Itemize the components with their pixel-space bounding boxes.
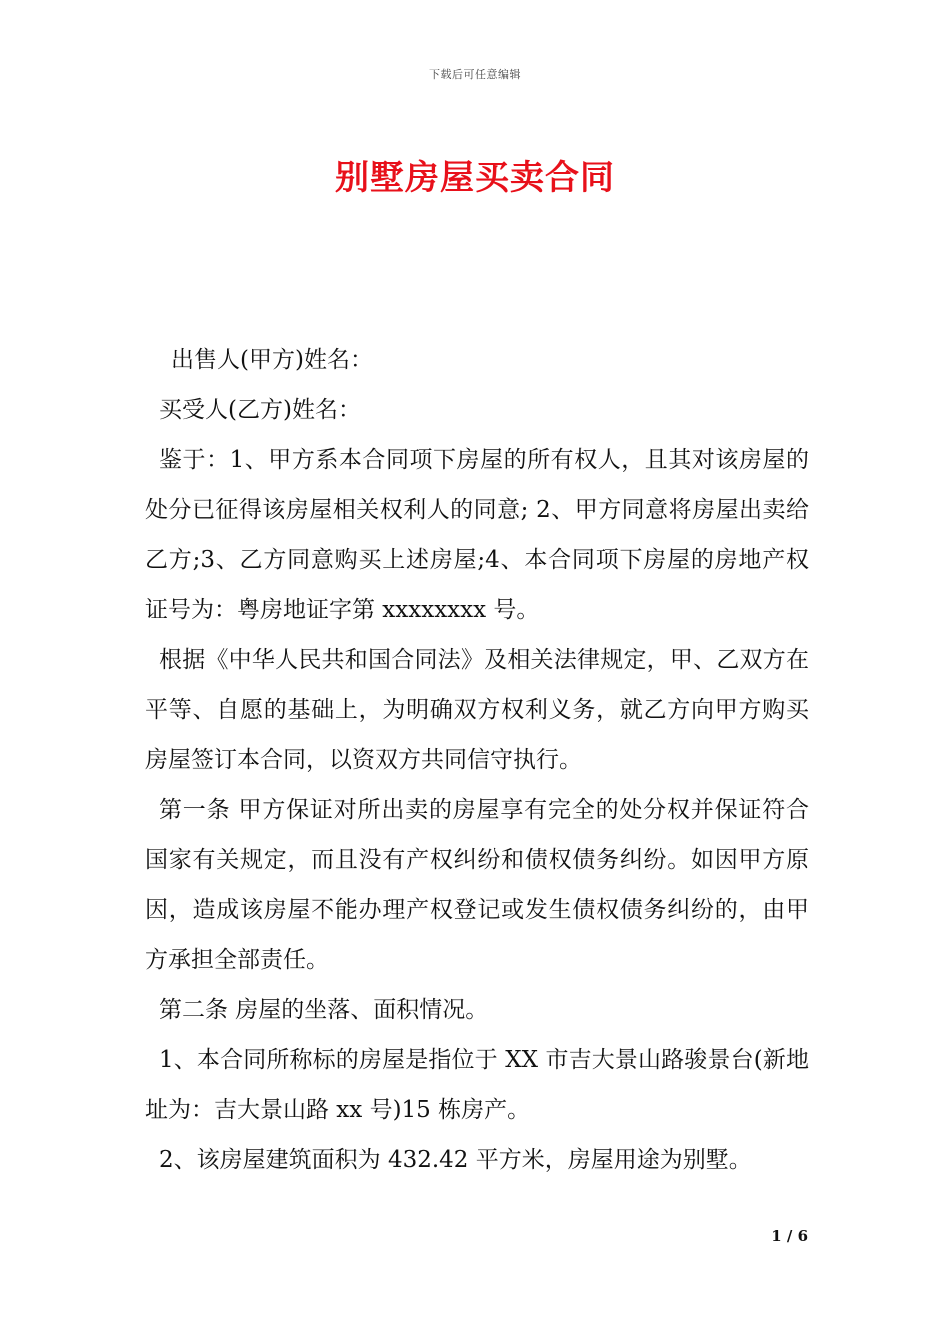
buyer-name-line: 买受人(乙方)姓名：	[159, 397, 361, 423]
article-two-heading: 第二条 房屋的坐落、面积情况。	[159, 997, 489, 1023]
article-two-item-1: 1、本合同所称标的房屋是指位于 XX 市吉大景山路骏景台(新地址为：吉大景山路 xx 号)15 栋房产。	[145, 1047, 809, 1123]
header-note: 下载后可任意编辑	[429, 68, 521, 81]
recitals-paragraph: 鉴于：1、甲方系本合同项下房屋的所有权人，且其对该房屋的处分已征得该房屋相关权利人的同意; 2、甲方同意将房屋出卖给乙方;3、乙方同意购买上述房屋;4、本合同项下房屋的房地产权证号为：粤房地证字第 xxxxxxxx 号。	[145, 447, 809, 623]
seller-name-line: 出售人(甲方)姓名：	[171, 347, 373, 373]
article-two-item-2: 2、该房屋建筑面积为 432.42 平方米，房屋用途为别墅。	[159, 1147, 752, 1173]
article-one-paragraph: 第一条 甲方保证对所出卖的房屋享有完全的处分权并保证符合国家有关规定，而且没有产权纠纷和债权债务纠纷。如因甲方原因，造成该房屋不能办理产权登记或发生债权债务纠纷的，由甲方承担全部责任。	[145, 797, 809, 973]
page-number: 1 / 6	[771, 1227, 808, 1245]
document-body	[145, 335, 809, 1185]
legal-basis-paragraph: 根据《中华人民共和国合同法》及相关法律规定，甲、乙双方在平等、自愿的基础上，为明确双方权利义务，就乙方向甲方购买房屋签订本合同，以资双方共同信守执行。	[145, 647, 809, 773]
document-title: 别墅房屋买卖合同	[335, 158, 615, 198]
